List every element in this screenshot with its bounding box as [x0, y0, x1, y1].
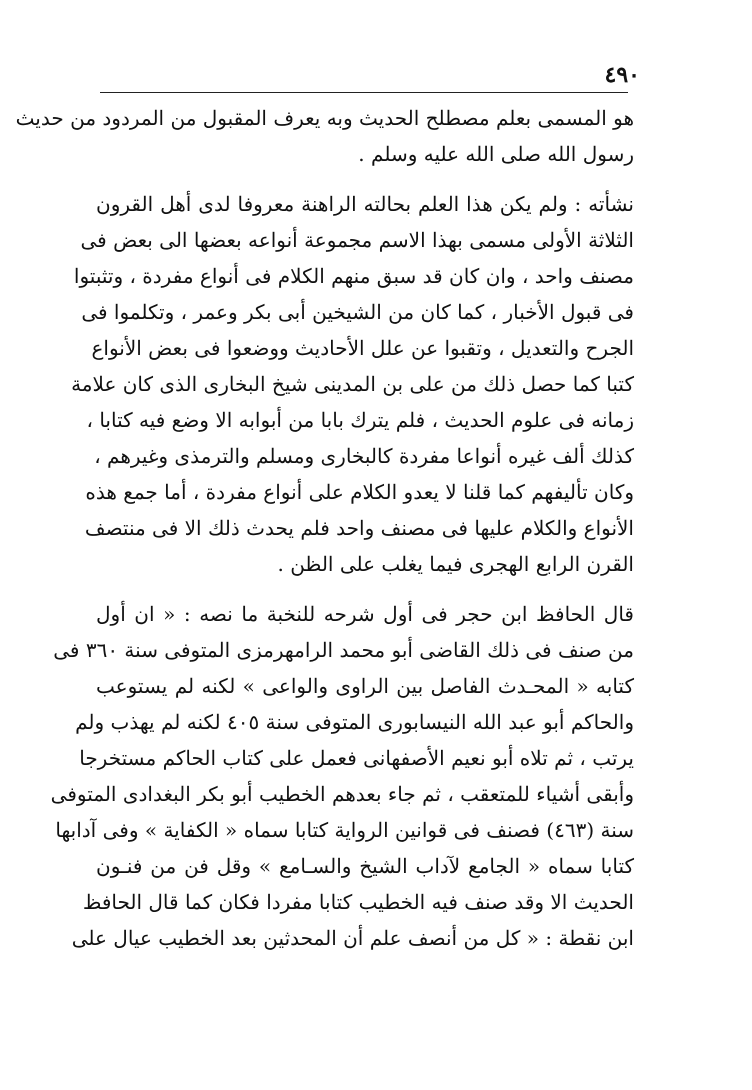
text-line: نشأته : ولم يكن هذا العلم بحالته الراهنة معروفا لدى أهل القرون [96, 192, 634, 216]
text-line: الثلاثة الأولى مسمى بهذا الاسم مجموعة أنواعه بعضها الى بعض فى [80, 228, 634, 252]
text-line: كتابه « المحـدث الفاصل بين الراوى والواعى » لكنه لم يستوعب [96, 674, 634, 698]
paragraph [71, 186, 634, 582]
text-line: ابن نقطة : « كل من أنصف علم أن المحدثين بعد الخطيب عيال على [71, 926, 634, 950]
text-line: كذلك ألف غيره أنواعا مفردة كالبخارى ومسلم والترمذى وغيرهم ، [94, 444, 634, 468]
text-line: سنة (٤٦٣) فصنف فى قوانين الرواية كتابا سماه « الكفاية » وفى آدابها [55, 818, 634, 842]
header-rule [100, 92, 628, 93]
text-line: فى قبول الأخبار ، كما كان من الشيخين أبى بكر وعمر ، وتكلموا فى [81, 300, 634, 324]
text-line: زمانه فى علوم الحديث ، فلم يترك بابا من أبوابه الا وضع فيه كتابا ، [86, 408, 634, 432]
text-line: من صنف فى ذلك القاضى أبو محمد الرامهرمزى المتوفى سنة ٣٦٠ فى [53, 638, 634, 662]
text-line: رسول الله صلى الله عليه وسلم . [358, 142, 634, 166]
text-line: والحاكم أبو عبد الله النيسابورى المتوفى سنة ٤٠٥ لكنه لم يهذب ولم [75, 710, 634, 734]
text-line: الحديث الا وقد صنف فيه الخطيب كتابا مفردا فكان كما قال الحافظ [82, 890, 634, 914]
text-line: كتابا سماه « الجامع لآداب الشيخ والسـامع » وقل فن من فنـون [96, 854, 634, 878]
text-line: كتبا كما حصل ذلك من على بن المدينى شيخ البخارى الذى كان علامة [71, 372, 634, 396]
text-line: قال الحافظ ابن حجر فى أول شرحه للنخبة ما نصه : « ان أول [96, 602, 634, 626]
text-line: القرن الرابع الهجرى فيما يغلب على الظن . [277, 552, 634, 576]
body-text [15, 100, 634, 956]
text-line: وأبقى أشياء للمتعقب ، ثم جاء بعدهم الخطيب أبو بكر البغدادى المتوفى [50, 782, 634, 806]
text-line: الجرح والتعديل ، وتقبوا عن علل الأحاديث ووضعوا فى بعض الأنواع [91, 336, 634, 360]
paragraph [50, 596, 634, 956]
text-line: مصنف واحد ، وان كان قد سبق منهم الكلام فى أنواع مفردة ، وتثبتوا [73, 264, 634, 288]
text-line: هو المسمى بعلم مصطلح الحديث وبه يعرف المقبول من المردود من حديث [15, 106, 634, 130]
paragraph [15, 100, 634, 172]
page-number: ٤٩٠ [604, 62, 640, 88]
text-line: وكان تأليفهم كما قلنا لا يعدو الكلام على أنواع مفردة ، أما جمع هذه [85, 480, 634, 504]
text-line: الأنواع والكلام عليها فى مصنف واحد فلم يحدث ذلك الا فى منتصف [84, 516, 634, 540]
text-line: يرتب ، ثم تلاه أبو نعيم الأصفهانى فعمل على كتاب الحاكم مستخرجا [79, 746, 634, 770]
